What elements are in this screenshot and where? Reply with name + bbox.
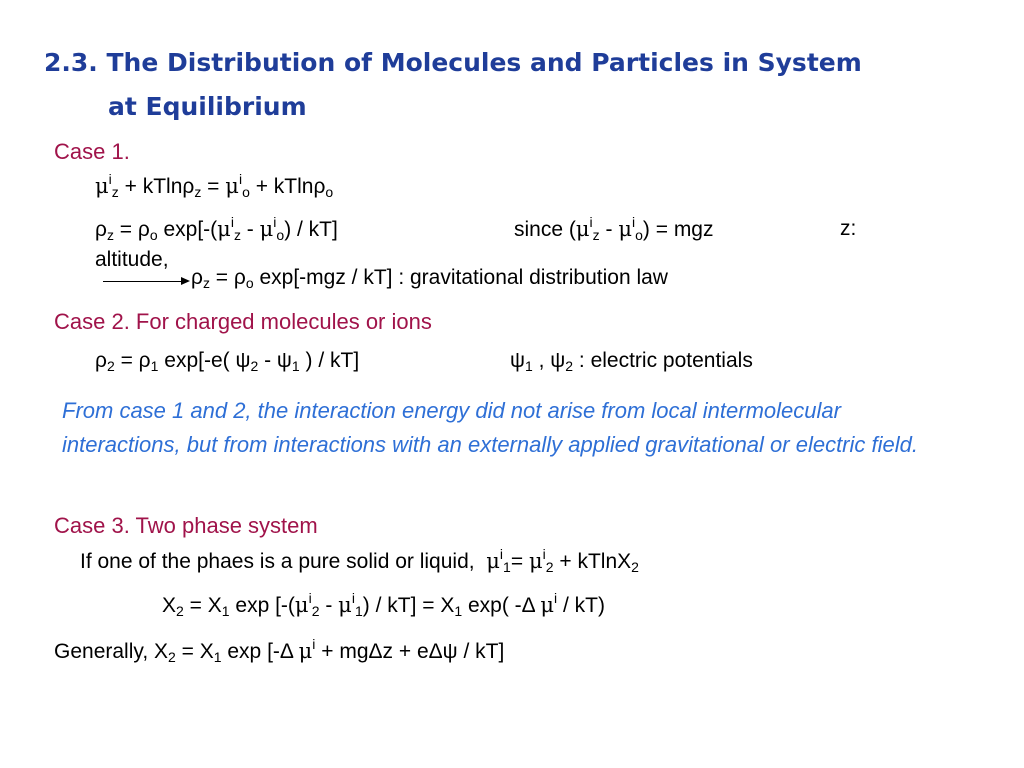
general-equation: Generally, $X_2 = X_1$ exp [-Δ $\mu^i + mg\Delta z + e\Delta\psi / kT$] <box>54 636 505 665</box>
case1-z-label: z: <box>840 217 857 240</box>
arrow-icon <box>103 281 188 282</box>
case1-equation-1: $\mu^i_z + kTln\rho_z = \mu^i_o + kTln\rho_o$ <box>95 171 334 200</box>
case1-altitude-label: altitude, <box>95 248 169 271</box>
slide-title-line1: 2.3. The Distribution of Molecules and Particles in System <box>44 48 862 77</box>
case2-heading: Case 2. For charged molecules or ions <box>54 309 432 334</box>
case1-since-clause: since $(\mu^i_z - \mu^i_o)$ = mgz <box>514 214 714 243</box>
case1-equation-2: $\rho_z = \rho_o$ $\exp[-(\mu^i_z - \mu^i_o) / kT]$ <box>95 214 338 243</box>
slide-title-line2: at Equilibrium <box>108 92 307 121</box>
case2-equation: $\rho_2 = \rho_1$ exp[-e( $\psi_2 - \psi_1$ ) / kT] <box>95 349 360 374</box>
case3-heading: Case 3. Two phase system <box>54 513 318 538</box>
case1-heading: Case 1. <box>54 139 130 164</box>
case1-equation-3: $\rho_z = \rho_o$ exp[-mgz / kT] : gravitational distribution law <box>191 266 668 291</box>
interaction-energy-note: From case 1 and 2, the interaction energy did not arise from local intermolecular interactions, but from interactions with an externally applied gravitational or electric field. <box>62 398 918 457</box>
case2-potentials-label: $\psi_1$ , $\psi_2$ : electric potentials <box>510 349 753 374</box>
case3-line-2: $X_2 = X_1$ $\exp [-(\mu^i_2 - \mu^i_1) / kT] = X_1$ exp( -Δ $\mu^i / kT$) <box>162 590 605 619</box>
case3-line-1: If one of the phaes is a pure solid or liquid, $\mu^i_1= \mu^i_2 + kTlnX_2$ <box>80 546 639 575</box>
